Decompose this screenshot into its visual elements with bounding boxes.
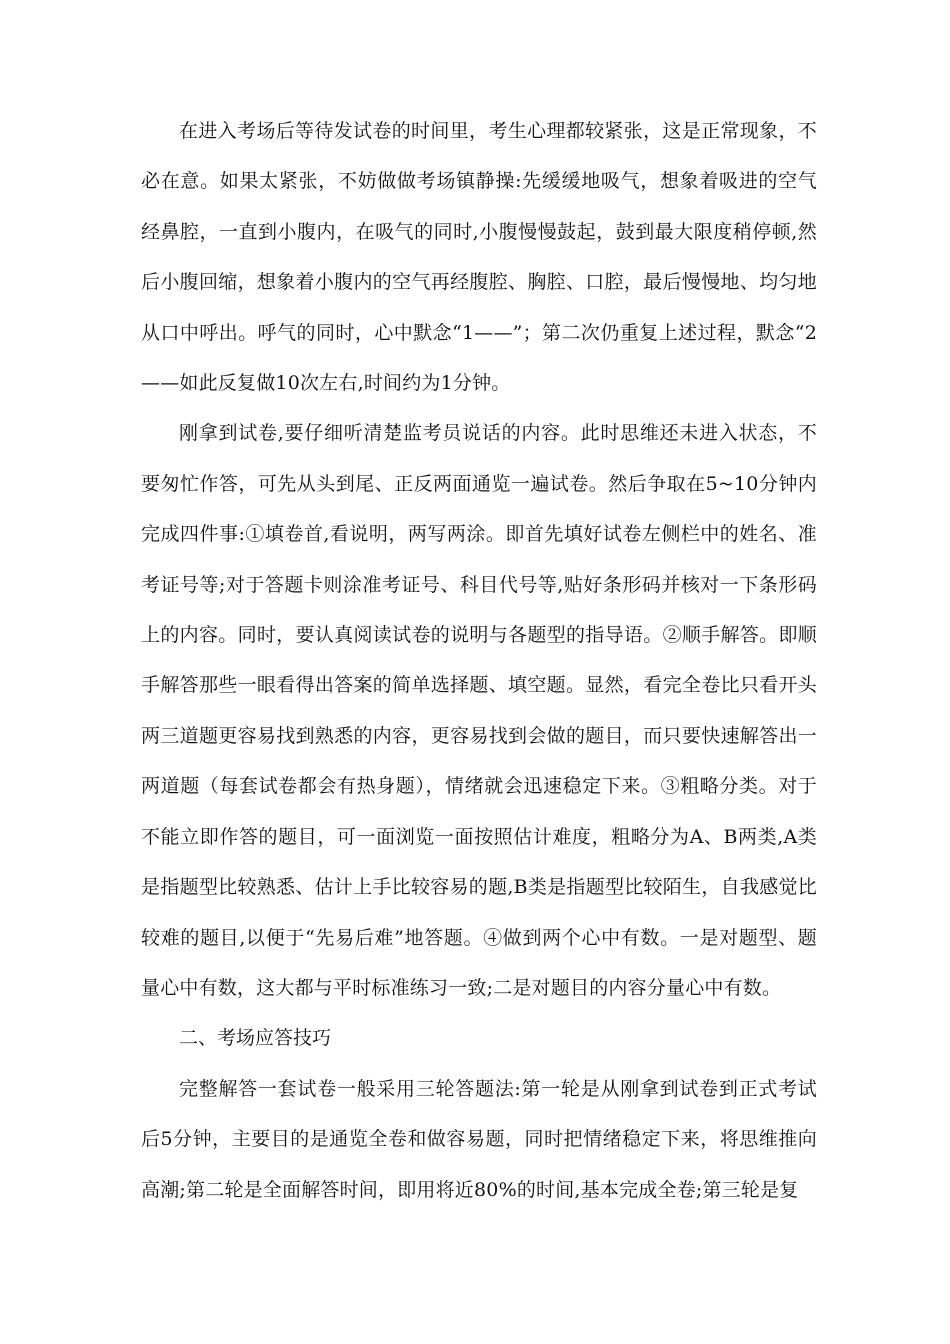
paragraph-exam-calm: 在进入考场后等待发试卷的时间里，考生心理都较紧张，这是正常现象，不必在意。如果太紧张，不妨做做考场镇静操:先缓缓地吸气，想象着吸进的空气经鼻腔，一直到小腹内，在吸气的同时,小腹慢慢鼓起，鼓到最大限度稍停顿,然后小腹回缩，想象着小腹内的空气再经腹腔、胸腔、口腔，最后慢慢地、均匀地从口中呼出。呼气的同时，心中默念“1——”；第二次仍重复上述过程，默念“2——如此反复做10次左右,时间约为1分钟。 — [141, 120, 817, 395]
paragraph-three-rounds: 完整解答一套试卷一般采用三轮答题法:第一轮是从刚拿到试卷到正式考试后5分钟，主要目的是通览全卷和做容易题，同时把情绪稳定下来，将思维推向高潮;第二轮是全面解答时间，即用将近80%的时间,基本完成全卷;第三轮是复 — [141, 1077, 817, 1201]
paragraph-first-look: 刚拿到试卷,要仔细听清楚监考员说话的内容。此时思维还未进入状态，不要匆忙作答，可先从头到尾、正反两面通览一遍试卷。然后争取在5~10分钟内完成四件事:①填卷首,看说明，两写两涂。即首先填好试卷左侧栏中的姓名、准考证号等;对于答题卡则涂准考证号、科目代号等,贴好条形码并核对一下条形码上的内容。同时，要认真阅读试卷的说明与各题型的指导语。②顺手解答。即顺手解答那些一眼看得出答案的简单选择题、填空题。显然，看完全卷比只看开头两三道题更容易找到熟悉的内容，更容易找到会做的题目，而只要快速解答出一两道题（每套试卷都会有热身题），情绪就会迅速稳定下来。③粗略分类。对于不能立即作答的题目，可一面浏览一面按照估计难度，粗略分为A、B两类,A类是指题型比较熟悉、估计上手比较容易的题,B类是指题型比较陌生，自我感觉比较难的题目,以便于“先易后难”地答题。④做到两个心中有数。一是对题型、题量心中有数，这大都与平时标准练习一致;二是对题目的内容分量心中有数。 — [141, 422, 817, 999]
document-body — [141, 106, 817, 1215]
section-heading: 二、考场应答技巧 — [179, 1027, 332, 1050]
